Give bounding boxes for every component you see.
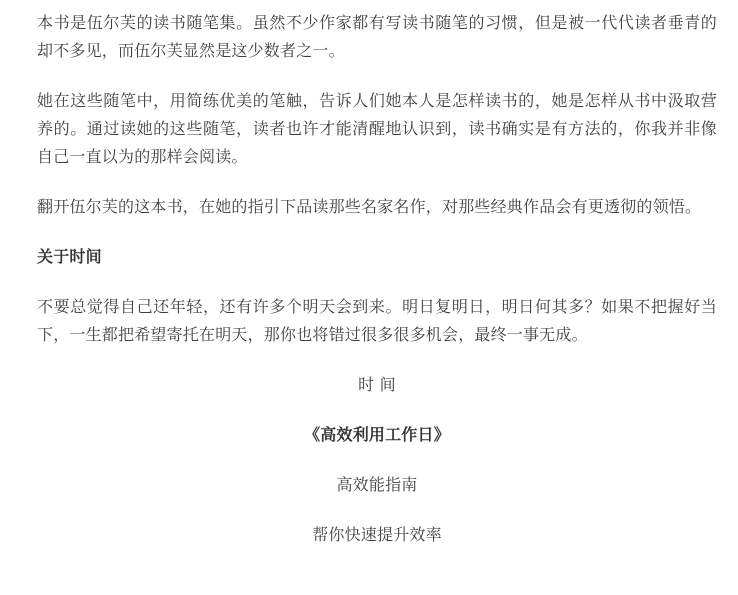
paragraph-intro: 本书是伍尔芙的读书随笔集。虽然不少作家都有写读书随笔的习惯，但是被一代代读者垂青的却不多见，而伍尔芙显然是这少数者之一。: [37, 13, 717, 60]
article-body: [37, 9, 717, 549]
paragraph-method: 她在这些随笔中，用简练优美的笔触，告诉人们她本人是怎样读书的，她是怎样从书中汲取营养的。通过读她的这些随笔，读者也许才能清醒地认识到，读书确实是有方法的，你我并非像自己一直以为的那样会阅读。: [37, 91, 717, 166]
book-tagline: 帮你快速提升效率: [312, 525, 442, 544]
center-label: 时 间: [358, 375, 396, 394]
book-subtitle: 高效能指南: [336, 475, 418, 494]
book-title: 《高效利用工作日》: [304, 425, 450, 444]
paragraph-insight: 翻开伍尔芙的这本书，在她的指引下品读那些名家名作，对那些经典作品会有更透彻的领悟。: [37, 197, 702, 216]
section-heading: 关于时间: [37, 247, 102, 266]
paragraph-time: 不要总觉得自己还年轻，还有许多个明天会到来。明日复明日，明日何其多？如果不把握好当下，一生都把希望寄托在明天，那你也将错过很多很多机会，最终一事无成。: [37, 297, 717, 344]
